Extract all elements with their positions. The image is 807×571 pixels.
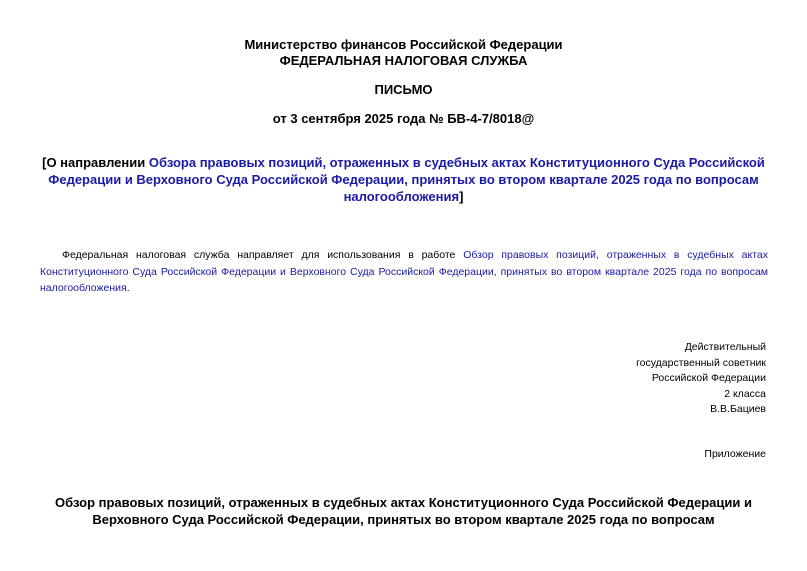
title-overview-link[interactable]: Обзора правовых позиций, отраженных в судебных актах Конституционного Суда Российской Федерации и Верховного Суда Российской Федерации, принятых во втором квартале 2025 года по вопросам налогообложения: [48, 155, 765, 204]
signature-title-line4: 2 класса: [724, 387, 766, 400]
body-paragraph: [40, 247, 768, 297]
signature-title-line3: Российской Федерации: [651, 372, 766, 384]
overview-heading: Обзор правовых позиций, отраженных в судебных актах Конституционного Суда Российской Федерации и Верховного Суда Российской Федерации, принятых во втором квартале 2025 года по вопросам: [55, 495, 752, 527]
signature-block: [636, 340, 766, 418]
body-text-before: Федеральная налоговая служба направляет для использования в работе: [62, 249, 464, 261]
ministry-name: Министерство финансов Российской Федерации: [244, 37, 563, 52]
document-date-number: от 3 сентября 2025 года № БВ-4-7/8018@: [272, 111, 535, 126]
signatory-name: В.В.Бациев: [710, 403, 766, 415]
document-title: [40, 154, 767, 205]
body-text-after: .: [126, 282, 130, 294]
signature-title-line2: государственный советник: [636, 356, 766, 369]
body-overview-link[interactable]: Обзор правовых позиций, отраженных в судебных актах Конституционного Суда Российской Федерации и Верховного Суда Российской Федерации, принятых во втором квартале 2025 года по вопросам налогообложения: [40, 249, 768, 294]
document-type: ПИСЬМО: [374, 82, 433, 97]
title-prefix: [О направлении: [42, 155, 149, 170]
appendix-label: Приложение: [704, 448, 766, 460]
signature-title-line1: Действительный: [684, 341, 766, 353]
title-suffix: ]: [459, 189, 464, 204]
service-name: ФЕДЕРАЛЬНАЯ НАЛОГОВАЯ СЛУЖБА: [279, 53, 528, 68]
